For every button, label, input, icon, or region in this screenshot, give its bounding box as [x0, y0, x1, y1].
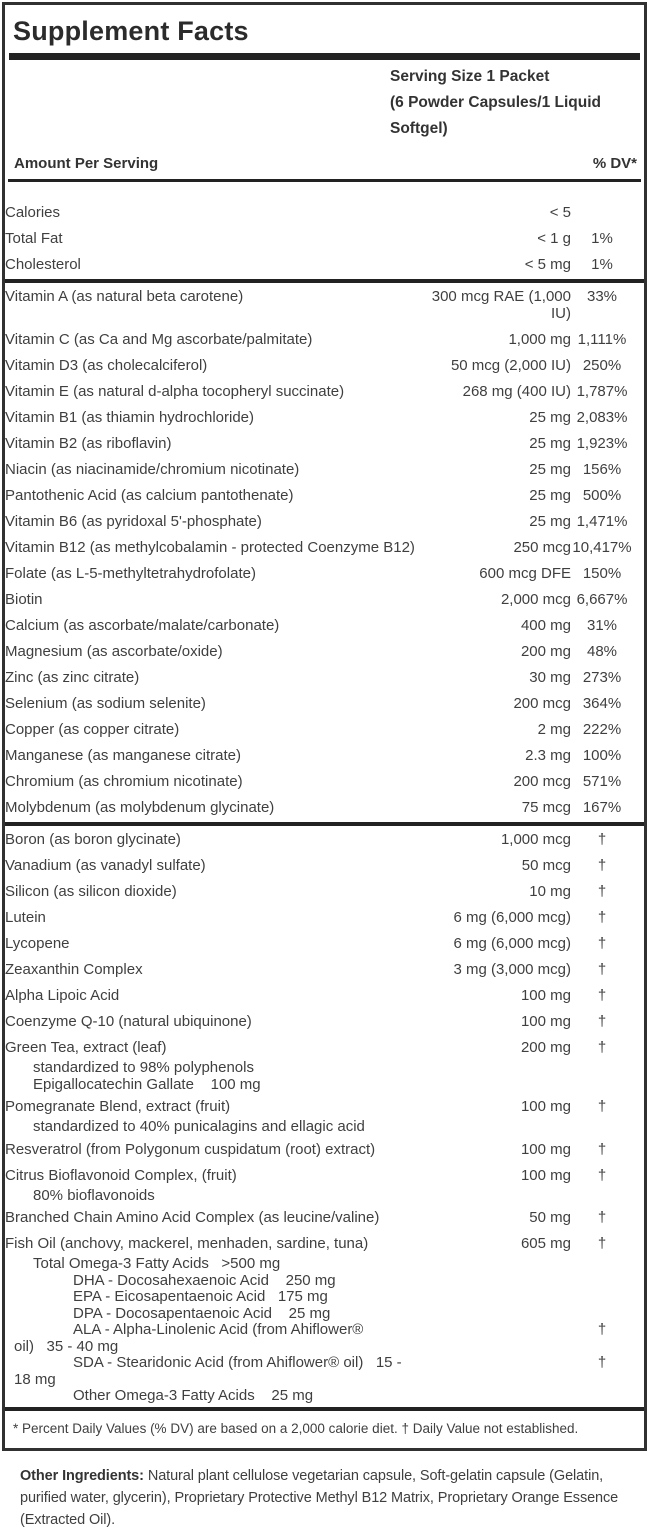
ingredient-name: Vitamin B12 (as methylcobalamin - protected Coenzyme B12) [5, 539, 415, 556]
ingredient-dv: 156% [582, 461, 622, 478]
ingredient-dv: 1,787% [576, 383, 628, 400]
fact-row [5, 768, 644, 794]
ingredient-name: Citrus Bioflavonoid Complex, (fruit) [5, 1166, 237, 1184]
spacer-cell [633, 638, 644, 664]
ingredient-dv: † [597, 883, 607, 900]
ingredient-subline: Epigallocatechin Gallate 100 mg [33, 1075, 261, 1093]
ingredient-dv: 273% [582, 669, 622, 686]
spacer-cell [633, 456, 644, 482]
ingredient-dv: † [597, 961, 607, 978]
spacer-cell [633, 251, 644, 277]
ingredient-name: Vitamin D3 (as cholecalciferol) [5, 357, 208, 374]
ingredient-name: Manganese (as manganese citrate) [5, 747, 241, 764]
ingredient-amount: 100 mg [520, 1166, 571, 1184]
ingredient-name: Cholesterol [5, 256, 81, 273]
fact-row [5, 930, 644, 956]
ingredient-dv: 100% [582, 747, 622, 764]
fact-subrow [5, 1077, 644, 1094]
ingredient-amount: < 5 mg [524, 256, 571, 273]
ingredient-dv: † [597, 987, 607, 1004]
ingredient-dv: 150% [582, 565, 622, 582]
ingredient-name: Coenzyme Q-10 (natural ubiquinone) [5, 1013, 252, 1030]
ingredient-amount: 10 mg [529, 883, 571, 900]
ingredient-subline: DPA - Docosapentaenoic Acid 25 mg [73, 1304, 331, 1322]
fact-row [5, 638, 644, 664]
spacer-cell [633, 612, 644, 638]
fact-row [5, 182, 644, 225]
ingredient-subline: oil) 35 - 40 mg [14, 1337, 119, 1355]
spacer-cell [633, 1388, 644, 1405]
ingredient-amount: 3 mg (3,000 mcg) [453, 961, 571, 978]
spacer-cell [633, 742, 644, 768]
fact-subrow [5, 1339, 644, 1356]
spacer-cell [633, 1188, 644, 1205]
ingredient-sub-dv: † [597, 1354, 607, 1371]
fact-row [5, 826, 644, 852]
spacer-cell [633, 1136, 644, 1162]
ingredient-name: Vitamin B1 (as thiamin hydrochloride) [5, 409, 255, 426]
fact-row [5, 1008, 644, 1034]
spacer-cell [633, 1372, 644, 1389]
ingredient-dv: 1% [591, 256, 613, 273]
ingredient-dv: † [597, 1039, 607, 1056]
ingredient-name: Lycopene [5, 935, 70, 952]
fact-row [5, 482, 644, 508]
ingredient-amount: 25 mg [529, 435, 571, 452]
ingredient-subline: ALA - Alpha-Linolenic Acid (from Ahiflower® [73, 1321, 364, 1338]
ingredient-name: Green Tea, extract (leaf) [5, 1039, 167, 1056]
ingredient-name: Total Fat [5, 230, 63, 247]
ingredient-sub-dv [571, 1188, 633, 1205]
ingredient-dv: 1,471% [576, 513, 628, 530]
fact-subrow [5, 1388, 644, 1405]
ingredient-sub-dv [571, 1339, 633, 1356]
fact-row [5, 456, 644, 482]
ingredient-name: Vitamin B2 (as riboflavin) [5, 435, 172, 452]
ingredient-amount: 30 mg [529, 669, 571, 686]
ingredient-name: Selenium (as sodium selenite) [5, 695, 206, 712]
spacer-cell [633, 1093, 644, 1119]
spacer-cell [633, 690, 644, 716]
fact-row [5, 534, 644, 560]
ingredient-name: Branched Chain Amino Acid Complex (as leucine/valine) [5, 1209, 380, 1226]
ingredient-amount: 100 mg [520, 987, 571, 1004]
ingredient-amount: 200 mg [520, 643, 571, 660]
spacer-cell [633, 826, 644, 852]
ingredient-amount: 2 mg [537, 721, 571, 738]
spacer-cell [633, 982, 644, 1008]
fact-row [5, 1204, 644, 1230]
fact-row [5, 1034, 644, 1060]
ingredient-sub-dv [571, 1388, 633, 1405]
ingredient-sub-dv [571, 1119, 633, 1136]
spacer-cell [633, 534, 644, 560]
ingredient-dv: 571% [582, 773, 622, 790]
spacer-cell [633, 1322, 644, 1339]
fact-row [5, 1136, 644, 1162]
ingredient-amount: 605 mg [520, 1235, 571, 1252]
ingredient-name: Vitamin B6 (as pyridoxal 5'-phosphate) [5, 513, 262, 530]
ingredient-name: Biotin [5, 591, 43, 608]
spacer-cell [633, 716, 644, 742]
facts-table [5, 182, 644, 1411]
fact-row [5, 742, 644, 768]
fact-row [5, 852, 644, 878]
ingredient-name: Silicon (as silicon dioxide) [5, 883, 177, 900]
spacer-cell [633, 326, 644, 352]
fact-row [5, 430, 644, 456]
ingredient-name: Vitamin E (as natural d-alpha tocopheryl succinate) [5, 383, 345, 400]
spacer-cell [633, 1355, 644, 1372]
ingredient-amount: 100 mg [520, 1098, 571, 1115]
ingredient-dv: † [597, 1166, 607, 1184]
fact-row [5, 690, 644, 716]
ingredient-amount: 6 mg (6,000 mcg) [453, 935, 571, 952]
column-header-row [5, 142, 644, 179]
fact-row [5, 716, 644, 742]
ingredient-dv: 2,083% [576, 409, 628, 426]
ingredient-subline: standardized to 98% polyphenols [33, 1059, 254, 1076]
fact-subrow [5, 1306, 644, 1323]
spacer-cell [633, 930, 644, 956]
dv-footnote: * Percent Daily Values (% DV) are based on a 2,000 calorie diet. † Daily Value not established. [13, 1420, 579, 1436]
fact-row [5, 904, 644, 930]
fact-row [5, 1230, 644, 1256]
ingredient-dv: † [597, 1140, 607, 1158]
ingredient-name: Vitamin A (as natural beta carotene) [5, 288, 244, 305]
ingredient-amount: 25 mg [529, 409, 571, 426]
spacer-cell [633, 225, 644, 251]
spacer-cell [633, 664, 644, 690]
ingredient-sub-dv [571, 1256, 633, 1273]
ingredient-dv: † [597, 1098, 607, 1115]
fact-subrow [5, 1060, 644, 1077]
ingredient-dv: † [597, 1209, 607, 1226]
spacer-cell [633, 956, 644, 982]
ingredient-dv: 1% [591, 230, 613, 247]
fact-row [5, 664, 644, 690]
spacer-cell [633, 482, 644, 508]
ingredient-dv: † [597, 857, 607, 874]
ingredient-name: Zinc (as zinc citrate) [5, 669, 140, 686]
ingredient-dv: 222% [582, 721, 622, 738]
fact-row [5, 508, 644, 534]
ingredient-amount: 50 mcg (2,000 IU) [450, 357, 571, 374]
fact-row [5, 404, 644, 430]
ingredient-amount: 25 mg [529, 461, 571, 478]
ingredient-name: Alpha Lipoic Acid [5, 987, 120, 1004]
spacer-cell [633, 852, 644, 878]
spacer-cell [633, 794, 644, 820]
ingredient-subline: 80% bioflavonoids [33, 1186, 155, 1204]
ingredient-amount: 268 mg (400 IU) [462, 383, 571, 400]
fact-subrow [5, 1355, 644, 1372]
ingredient-sub-dv [571, 1077, 633, 1094]
ingredient-amount: 2.3 mg [525, 747, 571, 764]
ingredient-subline: SDA - Stearidonic Acid (from Ahiflower® oil) 15 - [73, 1354, 402, 1371]
spacer-cell [633, 1339, 644, 1356]
spacer-cell [633, 1119, 644, 1136]
spacer-cell [633, 1060, 644, 1077]
spacer-cell [633, 586, 644, 612]
ingredient-amount: 200 mg [520, 1039, 571, 1056]
spacer-cell [633, 1289, 644, 1306]
ingredient-dv: 1,923% [576, 435, 628, 452]
spacer-cell [633, 182, 644, 225]
ingredient-dv: 6,667% [576, 591, 628, 608]
ingredient-amount: 25 mg [529, 513, 571, 530]
spacer-cell [633, 508, 644, 534]
ingredient-sub-dv [571, 1289, 633, 1306]
ingredient-amount: 50 mg [529, 1209, 571, 1226]
ingredient-name: Molybdenum (as molybdenum glycinate) [5, 799, 275, 816]
ingredient-name: Zeaxanthin Complex [5, 961, 143, 978]
ingredient-dv: † [597, 831, 607, 848]
fact-subrow [5, 1289, 644, 1306]
ingredient-amount: 2,000 mcg [500, 591, 571, 608]
ingredient-name: Boron (as boron glycinate) [5, 831, 181, 848]
fact-row [5, 378, 644, 404]
spacer-cell [633, 1008, 644, 1034]
ingredient-name: Chromium (as chromium nicotinate) [5, 773, 243, 790]
spacer-cell [633, 1273, 644, 1290]
spacer-cell [633, 560, 644, 586]
ingredient-amount: 1,000 mcg [500, 831, 571, 848]
ingredient-amount: 200 mcg [513, 773, 571, 790]
ingredient-name: Resveratrol (from Polygonum cuspidatum (root) extract) [5, 1140, 376, 1158]
ingredient-amount: 50 mcg [521, 857, 571, 874]
ingredient-name: Calories [5, 204, 61, 221]
fact-row [5, 1093, 644, 1119]
ingredient-amount: 250 mcg [513, 539, 571, 556]
ingredient-subline: standardized to 40% punicalagins and ellagic acid [33, 1118, 365, 1135]
spacer-cell [633, 1230, 644, 1256]
ingredient-dv: † [597, 1013, 607, 1030]
fact-subrow [5, 1256, 644, 1273]
ingredient-name: Folate (as L-5-methyltetrahydrofolate) [5, 565, 256, 582]
ingredient-dv: 500% [582, 487, 622, 504]
ingredient-subline: EPA - Eicosapentaenoic Acid 175 mg [73, 1288, 328, 1305]
fact-row [5, 586, 644, 612]
ingredient-dv: 10,417% [572, 539, 632, 556]
ingredient-name: Niacin (as niacinamide/chromium nicotinate) [5, 461, 300, 478]
ingredient-name: Copper (as copper citrate) [5, 721, 180, 738]
ingredient-dv: 250% [582, 357, 622, 374]
ingredient-name: Pantothenic Acid (as calcium pantothenate) [5, 487, 294, 504]
ingredient-name: Vitamin C (as Ca and Mg ascorbate/palmitate) [5, 331, 313, 348]
ingredient-name: Fish Oil (anchovy, mackerel, menhaden, sardine, tuna) [5, 1235, 369, 1252]
panel-title: Supplement Facts [13, 16, 249, 46]
spacer-cell [633, 430, 644, 456]
spacer-cell [633, 283, 644, 326]
spacer-cell [633, 1162, 644, 1188]
fact-row [5, 283, 644, 326]
ingredient-amount: 1,000 mg [508, 331, 571, 348]
ingredient-dv: † [597, 935, 607, 952]
fact-row [5, 352, 644, 378]
ingredient-amount: 75 mcg [521, 799, 571, 816]
fact-subrow [5, 1372, 644, 1389]
ingredient-amount: 200 mcg [513, 695, 571, 712]
fact-subrow [5, 1273, 644, 1290]
fact-row [5, 251, 644, 277]
ingredient-name: Lutein [5, 909, 46, 926]
ingredient-name: Vanadium (as vanadyl sulfate) [5, 857, 206, 874]
ingredient-name: Magnesium (as ascorbate/oxide) [5, 643, 223, 660]
spacer-cell [633, 404, 644, 430]
spacer-cell [633, 1306, 644, 1323]
fact-row [5, 956, 644, 982]
ingredient-amount: 100 mg [520, 1140, 571, 1158]
ingredient-dv: 1,111% [577, 331, 627, 348]
fact-row [5, 560, 644, 586]
spacer-cell [633, 1034, 644, 1060]
spacer-cell [633, 904, 644, 930]
fact-subrow [5, 1119, 644, 1136]
ingredient-amount: < 1 g [537, 230, 571, 247]
spacer-cell [633, 1256, 644, 1273]
spacer-cell [633, 1077, 644, 1094]
ingredient-amount: 600 mcg DFE [479, 565, 571, 582]
spacer-cell [633, 878, 644, 904]
serving-size-line1: Serving Size 1 Packet [390, 68, 550, 85]
spacer-cell [633, 768, 644, 794]
fact-subrow [5, 1322, 644, 1339]
ingredient-subline: Total Omega-3 Fatty Acids >500 mg [33, 1255, 281, 1272]
other-ingredients-label: Other Ingredients: [20, 1467, 144, 1484]
ingredient-amount: 400 mg [520, 617, 571, 634]
ingredient-name: Pomegranate Blend, extract (fruit) [5, 1098, 231, 1115]
ingredient-sub-dv: † [597, 1321, 607, 1338]
fact-row [5, 326, 644, 352]
fact-row [5, 794, 644, 820]
fact-row [5, 1162, 644, 1188]
ingredient-amount: 25 mg [529, 487, 571, 504]
spacer-cell [633, 1204, 644, 1230]
ingredient-dv: † [597, 909, 607, 926]
fact-row [5, 878, 644, 904]
title-divider-bar [9, 53, 640, 60]
ingredient-subline: 18 mg [14, 1370, 56, 1388]
ingredient-amount: 300 mcg RAE (1,000 IU) [431, 288, 571, 322]
fact-subrow [5, 1188, 644, 1205]
ingredient-subline: DHA - Docosahexaenoic Acid 250 mg [73, 1271, 336, 1289]
ingredient-name: Calcium (as ascorbate/malate/carbonate) [5, 617, 280, 634]
ingredient-sub-dv [571, 1372, 633, 1389]
ingredient-sub-dv [571, 1306, 633, 1323]
ingredient-amount: 6 mg (6,000 mcg) [453, 909, 571, 926]
ingredient-amount: 100 mg [520, 1013, 571, 1030]
ingredient-amount: < 5 [549, 204, 571, 221]
ingredient-dv: 167% [582, 799, 622, 816]
ingredient-dv: 48% [586, 643, 618, 660]
fact-row [5, 225, 644, 251]
supplement-facts-panel [2, 2, 647, 1451]
amount-per-serving-header: Amount Per Serving [14, 155, 159, 172]
serving-size-block [390, 64, 636, 142]
ingredient-dv: 364% [582, 695, 622, 712]
other-ingredients [20, 1465, 633, 1531]
ingredient-sub-dv [571, 1060, 633, 1077]
ingredient-dv [571, 182, 633, 225]
ingredient-sub-dv [571, 1273, 633, 1290]
ingredient-dv: † [597, 1235, 607, 1252]
other-ingredients-text: Natural plant cellulose vegetarian capsule, Soft-gelatin capsule (Gelatin, purified water, glycerin), Proprietary Protective Methyl B12 Matrix, Proprietary Orange Essence (Extracted Oil). [20, 1467, 619, 1528]
ingredient-dv: 31% [586, 617, 618, 634]
spacer-cell [633, 352, 644, 378]
ingredient-dv: 33% [586, 288, 618, 305]
fact-row [5, 612, 644, 638]
ingredient-subline: Other Omega-3 Fatty Acids 25 mg [73, 1387, 314, 1404]
serving-size-line2: (6 Powder Capsules/1 Liquid Softgel) [390, 94, 602, 137]
spacer-cell [633, 378, 644, 404]
fact-row [5, 982, 644, 1008]
percent-dv-header: % DV* [592, 155, 637, 172]
